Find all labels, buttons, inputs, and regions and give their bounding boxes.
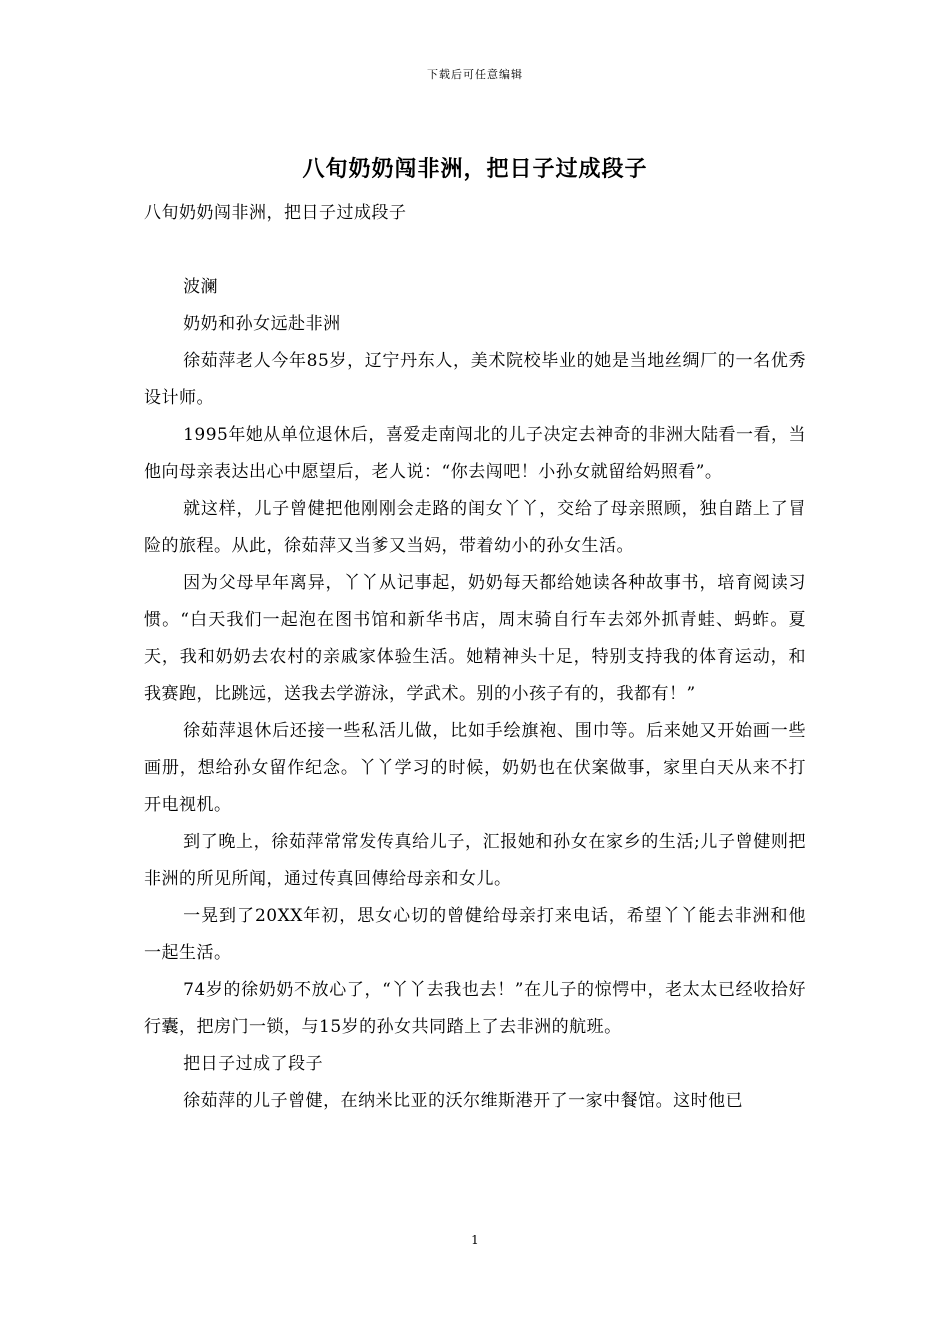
document-body xyxy=(144,195,806,1120)
paragraph: 就这样，儿子曾健把他刚刚会走路的闺女丫丫，交给了母亲照顾，独自踏上了冒险的旅程。从此，徐茹萍又当爹又当妈，带着幼小的孙女生活。 xyxy=(144,499,806,556)
paragraph: 徐茹萍退休后还接一些私活儿做，比如手绘旗袍、围巾等。后来她又开始画一些画册，想给孙女留作纪念。丫丫学习的时候，奶奶也在伏案做事，家里白天从来不打开电视机。 xyxy=(144,721,806,815)
document-title: 八旬奶奶闯非洲，把日子过成段子 xyxy=(302,156,648,182)
paragraph: 到了晚上，徐茹萍常常发传真给儿子，汇报她和孙女在家乡的生活;儿子曾健则把非洲的所见所闻，通过传真回傳给母亲和女儿。 xyxy=(144,832,806,889)
paragraph: 因为父母早年离异，丫丫从记事起，奶奶每天都给她读各种故事书，培育阅读习惯。“白天我们一起泡在图书馆和新华书店，周末骑自行车去郊外抓青蛙、蚂蚱。夏天，我和奶奶去农村的亲戚家体验生活。她精神头十足，特别支持我的体育运动，和我赛跑，比跳远，送我去学游泳，学武术。别的小孩子有的，我都有！” xyxy=(144,573,806,704)
paragraph: 徐茹萍的儿子曾健，在纳米比亚的沃尔维斯港开了一家中餐馆。这时他已 xyxy=(183,1091,744,1111)
paragraph: 74岁的徐奶奶不放心了，“丫丫去我也去！”在儿子的惊愕中，老太太已经收拾好行囊，把房门一锁，与15岁的孙女共同踏上了去非洲的航班。 xyxy=(144,980,806,1037)
section-heading: 把日子过成了段子 xyxy=(183,1054,324,1074)
header-note: 下载后可任意编辑 xyxy=(427,68,523,81)
page-number: 1 xyxy=(471,1233,479,1247)
section-heading: 奶奶和孙女远赴非洲 xyxy=(183,314,341,334)
paragraph: 徐茹萍老人今年85岁，辽宁丹东人，美术院校毕业的她是当地丝绸厂的一名优秀设计师。 xyxy=(144,351,806,408)
author-name: 波澜 xyxy=(183,277,219,297)
document-subtitle: 八旬奶奶闯非洲，把日子过成段子 xyxy=(144,203,407,223)
paragraph: 1995年她从单位退休后，喜爱走南闯北的儿子决定去神奇的非洲大陆看一看，当他向母亲表达出心中愿望后，老人说：“你去闯吧！小孙女就留给妈照看”。 xyxy=(144,425,806,482)
paragraph: 一晃到了20XX年初，思女心切的曾健给母亲打来电话，希望丫丫能去非洲和他一起生活。 xyxy=(144,906,806,963)
